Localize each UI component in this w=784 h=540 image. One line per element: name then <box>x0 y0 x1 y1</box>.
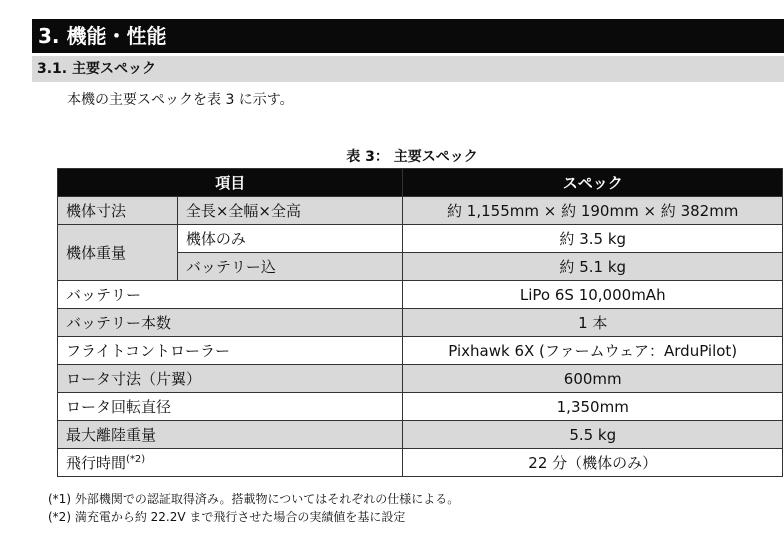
row-sublabel: バッテリー込 <box>177 253 403 281</box>
footnote: (*1) 外部機関での認証取得済み。搭載物についてはそれぞれの仕様による。 <box>48 492 460 506</box>
row-label: バッテリー <box>58 281 403 309</box>
table-header-row <box>58 169 783 197</box>
table-row <box>58 225 783 253</box>
row-label: 機体重量 <box>58 225 178 281</box>
row-sublabel: 機体のみ <box>177 225 403 253</box>
header-spec: スペック <box>403 169 783 197</box>
table-row <box>58 449 783 477</box>
row-label: バッテリー本数 <box>58 309 403 337</box>
table-row <box>58 309 783 337</box>
row-label: フライトコントローラー <box>58 337 403 365</box>
footnote-marker: (*2) <box>126 454 146 465</box>
row-label: ロータ回転直径 <box>58 393 403 421</box>
row-value: 約 5.1 kg <box>403 253 783 281</box>
table-row <box>58 281 783 309</box>
section-heading: 3. 機能・性能 <box>32 19 784 53</box>
table-row <box>58 197 783 225</box>
row-value: Pixhawk 6X (ファームウェア：ArduPilot) <box>403 337 783 365</box>
spec-table <box>57 168 783 477</box>
row-value: 5.5 kg <box>403 421 783 449</box>
row-value: 1 本 <box>403 309 783 337</box>
row-value: LiPo 6S 10,000mAh <box>403 281 783 309</box>
row-value: 600mm <box>403 365 783 393</box>
row-value: 1,350mm <box>403 393 783 421</box>
row-label: 機体寸法 <box>58 197 178 225</box>
row-label: ロータ寸法（片翼） <box>58 365 403 393</box>
row-label: 最大離陸重量 <box>58 421 403 449</box>
row-value: 22 分（機体のみ） <box>403 449 783 477</box>
row-label: 飛行時間 <box>66 454 127 472</box>
row-sublabel: 全長×全幅×全高 <box>177 197 403 225</box>
footnote: (*2) 満充電から約 22.2V まで飛行させた場合の実績値を基に設定 <box>48 510 406 524</box>
header-item: 項目 <box>58 169 403 197</box>
table-row <box>58 365 783 393</box>
subsection-heading: 3.1. 主要スペック <box>32 56 784 82</box>
table-row <box>58 337 783 365</box>
table-row <box>58 393 783 421</box>
row-label-cell <box>58 449 403 477</box>
table-caption: 表 3： 主要スペック <box>346 149 478 165</box>
intro-text: 本機の主要スペックを表 3 に示す。 <box>67 92 294 108</box>
row-value: 約 1,155mm × 約 190mm × 約 382mm <box>403 197 783 225</box>
row-value: 約 3.5 kg <box>403 225 783 253</box>
table-row <box>58 421 783 449</box>
